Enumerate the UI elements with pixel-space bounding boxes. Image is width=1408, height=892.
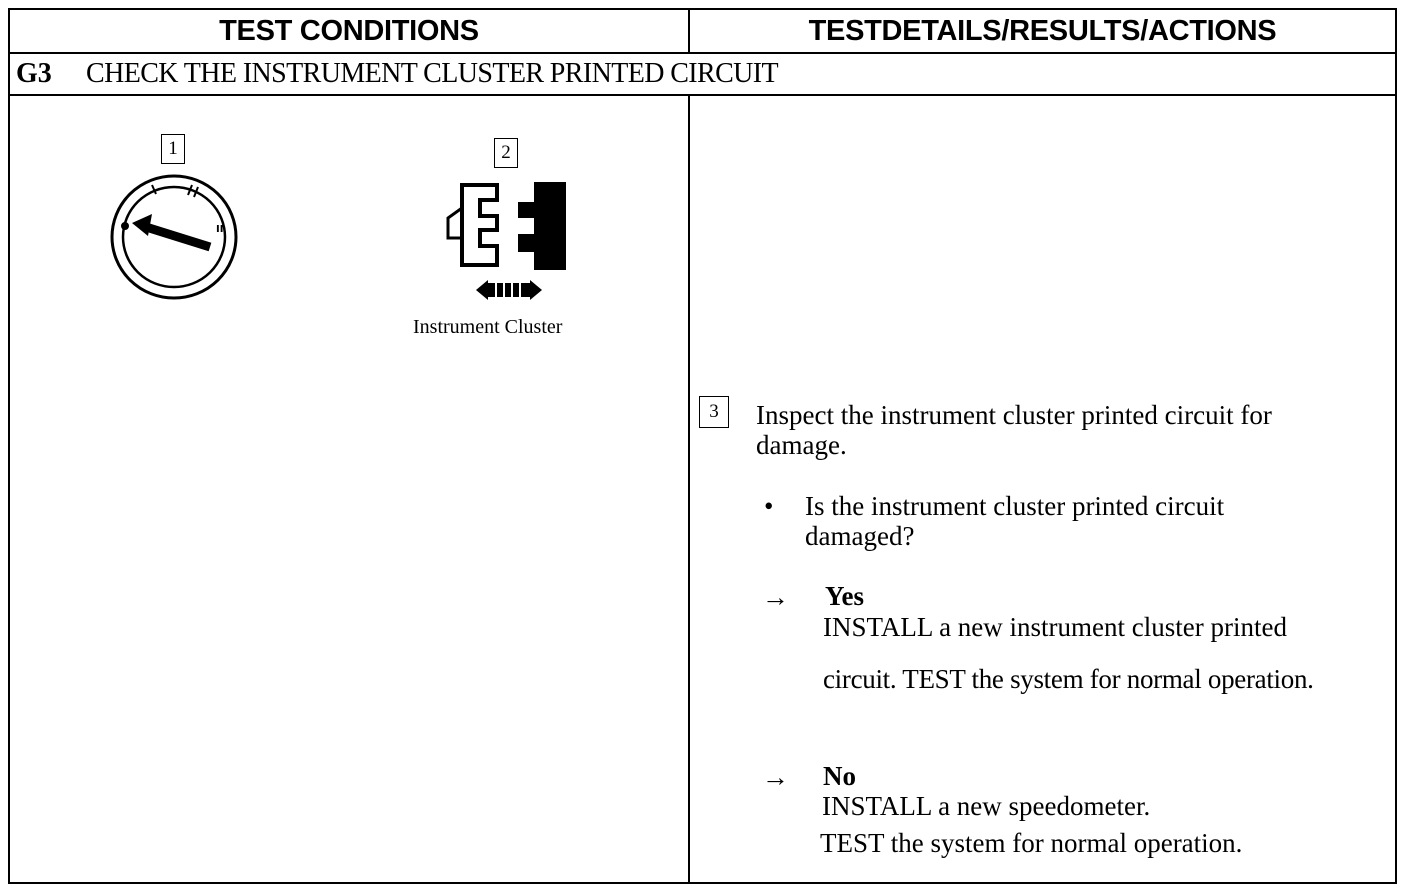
step-title-row — [10, 54, 1395, 96]
yes-arrow: → — [762, 582, 789, 612]
svg-text:II: II — [216, 224, 224, 235]
no-action-line-2: TEST the system for normal operation. — [820, 828, 1243, 858]
instruction-line-1: Inspect the instrument cluster printed circuit for — [756, 400, 1272, 430]
table-header-row — [10, 10, 1395, 54]
no-label: No — [823, 761, 856, 791]
yes-action-line-1: INSTALL a new instrument cluster printed — [823, 612, 1287, 642]
yes-label: Yes — [825, 581, 864, 611]
no-arrow: → — [762, 762, 789, 792]
step-number-3: 3 — [699, 396, 729, 428]
illustration-caption: Instrument Cluster — [413, 316, 563, 338]
header-test-details: TESTDETAILS/RESULTS/ACTIONS — [808, 14, 1277, 47]
step-title: CHECK THE INSTRUMENT CLUSTER PRINTED CIRCUIT — [86, 58, 779, 89]
illustration-number-1: 1 — [161, 134, 185, 164]
question-bullet: • — [764, 491, 774, 521]
no-action-line-1: INSTALL a new speedometer. — [822, 791, 1151, 821]
yes-action-line-2: circuit. TEST the system for normal operation. — [823, 664, 1314, 694]
illustration-number-2: 2 — [494, 138, 518, 168]
step-id: G3 — [16, 58, 52, 89]
test-procedure-table — [8, 8, 1397, 884]
header-test-conditions: TEST CONDITIONS — [10, 10, 690, 52]
instruction-line-2: damage. — [756, 430, 847, 460]
column-divider — [688, 96, 690, 884]
connector-icon — [442, 180, 572, 304]
question-line-1: Is the instrument cluster printed circuit — [805, 491, 1225, 521]
ignition-switch-icon — [108, 174, 242, 302]
question-line-2: damaged? — [805, 521, 915, 551]
